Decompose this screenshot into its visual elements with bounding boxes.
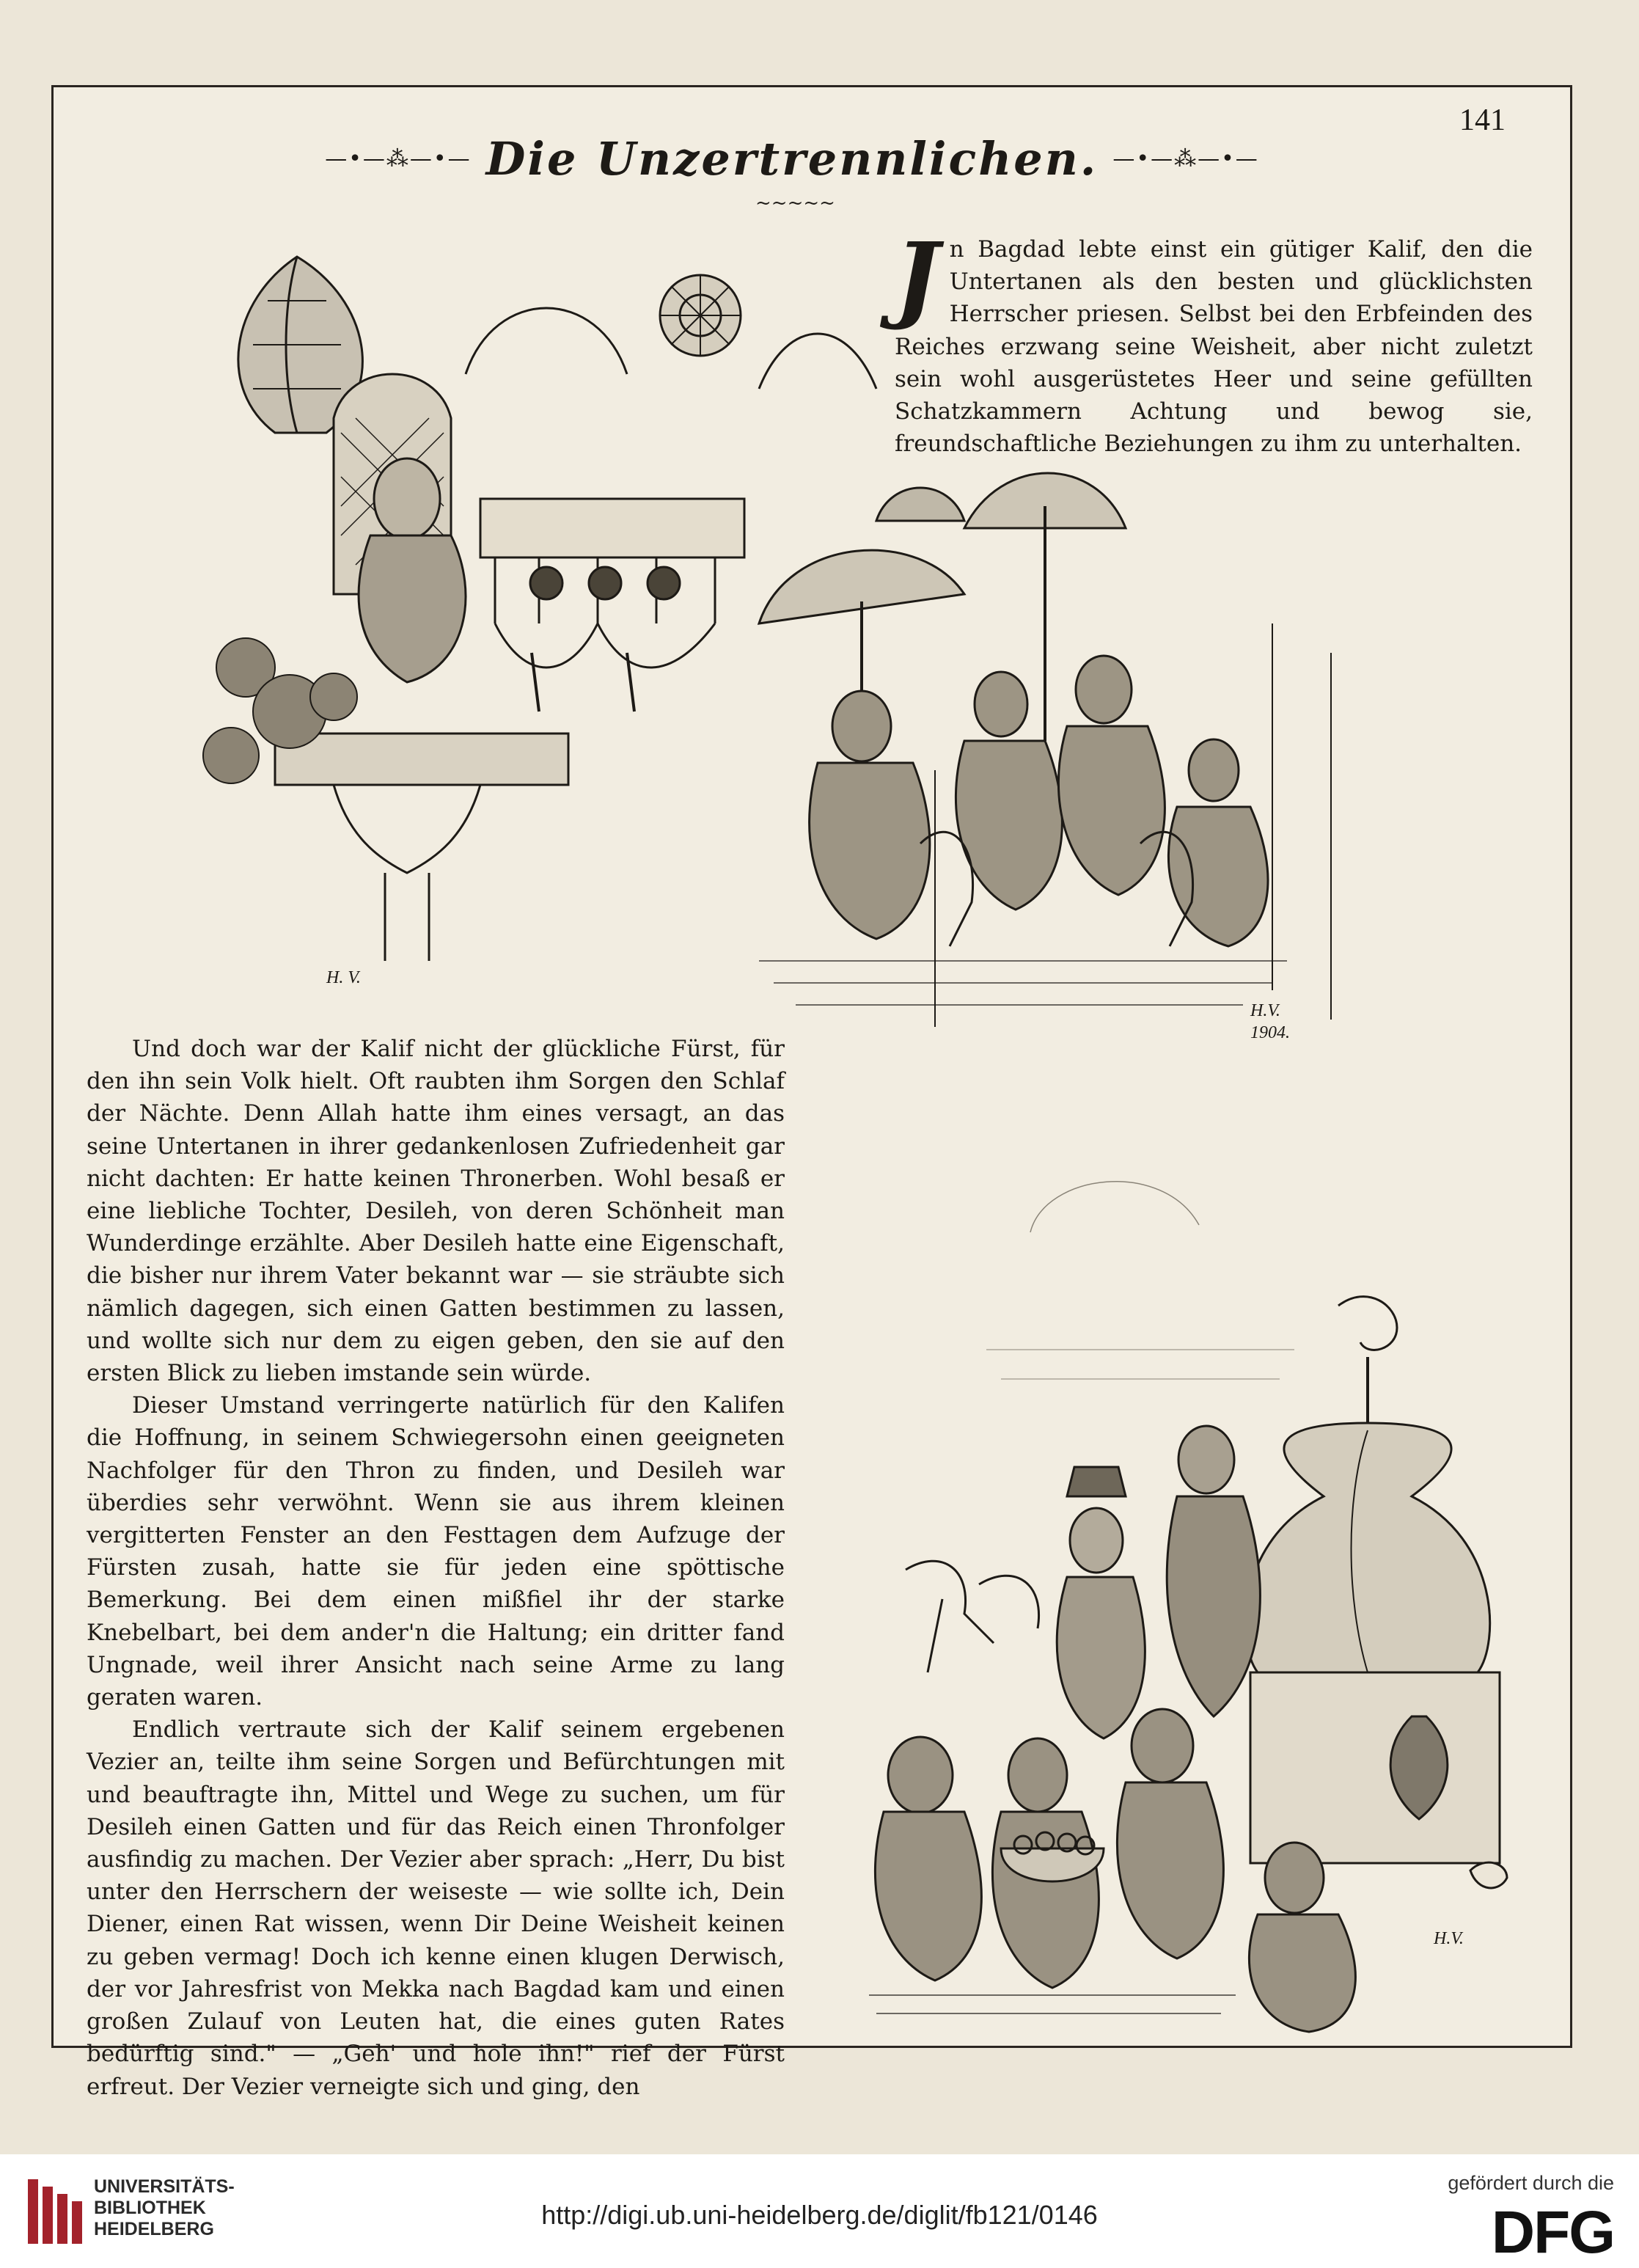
body-paragraph-2: Dieser Umstand verringerte natürlich für den Kalifen die Hoffnung, in seinem Schwiegersohn einen geeigneten Nachfolger für den Thron zu finden, und Desileh war überdies sehr verwöhnt. Wenn sie aus ihrem kleinen vergitterten Fenster an den Festtagen dem Aufzuge der Fürsten zusah, hatte sie für jeden eine spöttische Bemerkung. Bei dem einen mißfiel ihr der starke Knebelbart, bei dem ander'n die Haltung; ein dritter fand Ungnade, weil ihrer Ansicht nach seine Arme zu lang geraten waren. bbox=[87, 1392, 785, 1711]
title-ornament-right: —•—⁂—•— bbox=[1112, 145, 1259, 172]
body-column bbox=[87, 1033, 785, 2103]
palace-signature: H. V. bbox=[326, 968, 361, 987]
digitization-footer bbox=[0, 2154, 1639, 2268]
funded-by-label: gefördert durch die bbox=[1448, 2172, 1614, 2194]
intro-paragraph bbox=[895, 223, 1533, 460]
library-line-1: UNIVERSITÄTS- bbox=[94, 2176, 235, 2197]
page-title: Die Unzertrennlichen. bbox=[485, 131, 1099, 186]
procession-year: 1904. bbox=[1250, 1023, 1290, 1042]
procession-signature: H.V. bbox=[1250, 1001, 1280, 1020]
permalink-url[interactable]: http://digi.ub.uni-heidelberg.de/diglit/fb121/0146 bbox=[541, 2200, 1098, 2230]
dfg-logo: DFG bbox=[1491, 2199, 1614, 2266]
intro-text: n Bagdad lebte einst ein gütiger Kalif, den die Untertanen als den besten und glücklichsten Herrscher priesen. Selbst bei den Erbfeinden des Reiches erzwang seine Weisheit, aber nicht zuletzt sein wohl ausgerüstetes Heer und seine gefüllten Schatzkammern Achtung und bewog sie, freundschaftliche Beziehungen zu ihm zu unterhalten. bbox=[895, 236, 1533, 458]
library-line-2: BIBLIOTHEK bbox=[94, 2198, 206, 2218]
body-paragraph-3: Endlich vertraute sich der Kalif seinem ergebenen Vezier an, teilte ihm seine Sorgen und Befürchtungen mit und beauftragte ihn, Mittel und Wege zu suchen, um für Desileh einen Gatten und für das Reich einen Thronfolger ausfindig zu machen. Der Vezier aber sprach: „Herr, Du bist unter den Herrschern der weiseste — wie sollte ich, Dein Diener, einen Rat wissen, wenn Dir Deine Weisheit keinen zu geben vermag! Doch ich kenne einen klugen Derwisch, der vor Jahresfrist von Mekka nach Bagdad kam und einen großen Zulauf von Leuten hat, die eines guten Rates bedürftig sind." — „Geh' und hole ihn!" rief der Fürst erfreut. Der Vezier verneigte sich und ging, den bbox=[87, 1716, 785, 2100]
page-number: 141 bbox=[1459, 103, 1506, 137]
market-signature: H.V. bbox=[1434, 1929, 1464, 1948]
title-squiggle: ~~~~~ bbox=[755, 192, 835, 214]
drop-cap: J bbox=[895, 223, 939, 333]
title-ornament-left: —•—⁂—•— bbox=[325, 145, 472, 172]
title-line bbox=[325, 131, 1259, 186]
market-crowd-illustration bbox=[854, 1115, 1522, 2035]
body-paragraph-1: Und doch war der Kalif nicht der glückliche Fürst, für den ihn sein Volk hielt. Oft raubten ihm Sorgen den Schlaf der Nächte. Denn Allah hatte ihm eines versagt, an das seine Untertanen in ihrer gedankenlosen Zufriedenheit gar nicht dachten: Er hatte keinen Thronerben. Wohl besaß er eine liebliche Tochter, Desileh, von deren Schönheit man Wunderdinge erzählte. Aber Desileh hatte eine Eigenschaft, die bisher nur ihrem Vater bekannt war — sie sträubte sich nämlich dagegen, sich einen Gatten bestimmen zu lassen, und wollte sich nur dem zu eigen geben, den sie auf den ersten Blick zu lieben imstande sein würde. bbox=[87, 1036, 785, 1387]
library-line-3: HEIDELBERG bbox=[94, 2219, 214, 2239]
